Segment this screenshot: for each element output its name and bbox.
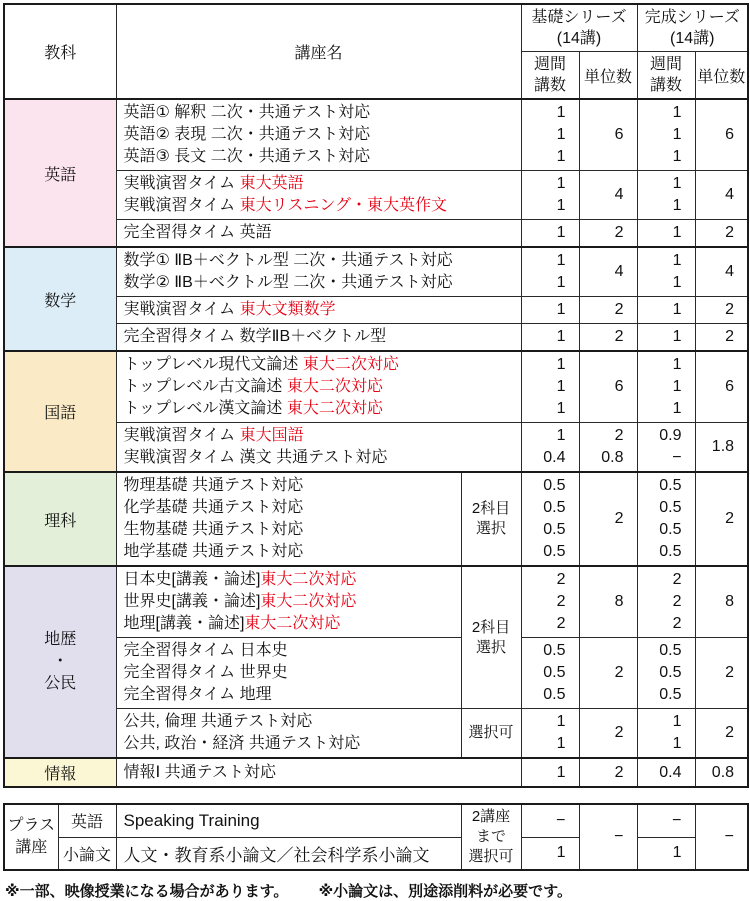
kiso-weekly-cell [521, 638, 579, 709]
subject-cell-kokugo: 国語 [4, 351, 116, 472]
value: 0.5 [543, 664, 566, 681]
value: 1 [672, 400, 682, 417]
course-cell [116, 566, 461, 638]
value: 0.5 [543, 642, 566, 659]
row-plus-speaking [4, 804, 748, 837]
kiso-weekly-cell [521, 709, 579, 759]
course-name: 物理基礎 共通テスト対応 [123, 477, 304, 494]
subject-label: 地歴 [44, 631, 77, 648]
course-cell [116, 220, 521, 248]
value: 1 [672, 713, 682, 730]
value: 1 [556, 844, 566, 862]
value: 2 [672, 571, 682, 588]
kiso-weekly-cell [521, 324, 579, 352]
value: 6 [614, 126, 624, 143]
value: 1 [556, 400, 566, 417]
value: 1 [556, 328, 566, 345]
value: 2 [672, 615, 682, 632]
row-chireki-main [4, 566, 748, 638]
row-plus-shouronbun [4, 837, 748, 870]
kansei-weekly-cell [637, 324, 695, 352]
course-name: 公共, 政治・経済 共通テスト対応 [123, 735, 361, 752]
value: − [556, 811, 566, 829]
kiso-units-cell [579, 709, 637, 759]
subject-label: 公民 [44, 675, 77, 692]
course-name: 人文・教育系小論文／社会科学系小論文 [123, 845, 430, 865]
header-row-1 [4, 4, 748, 52]
value: 1 [672, 224, 682, 241]
plus-subject-cell: 小論文 [58, 837, 116, 870]
course-name: 完全習得タイム 数学ⅡB＋ベクトル型 [123, 328, 387, 345]
value: 1 [556, 427, 566, 444]
selection-note: 2講座 [471, 808, 511, 825]
kiso-units-cell [579, 324, 637, 352]
course-name: 英語② 表現 二次・共通テスト対応 [123, 126, 371, 143]
selection-note-cell [461, 709, 521, 759]
course-cell [116, 837, 461, 870]
value: 2 [725, 510, 735, 527]
kansei-units-cell [695, 638, 748, 709]
row-kokugo-jissen [4, 423, 748, 473]
plus-course-table [3, 803, 749, 871]
kansei-units-cell [695, 247, 748, 297]
row-rika-main [4, 472, 748, 566]
value: 1 [556, 224, 566, 241]
course-name: 完全習得タイム 地理 [123, 686, 272, 703]
kansei-weekly-cell [637, 472, 695, 566]
value: 1 [556, 763, 566, 781]
kiso-units-cell [579, 566, 637, 638]
course-highlight: 東大二次対応 [286, 378, 383, 395]
kansei-weekly-cell [637, 247, 695, 297]
value: 1 [556, 252, 566, 269]
row-jouhou-main [4, 758, 748, 787]
course-name: 実戦演習タイム 漢文 共通テスト対応 [123, 449, 388, 466]
kiso-weekly-cell [521, 297, 579, 324]
row-suugaku-kanzen [4, 324, 748, 352]
kiso-units-cell [579, 423, 637, 473]
kansei-weekly-cell [637, 351, 695, 423]
footnote-1: ※一部、映像授業になる場合があります。 [5, 883, 289, 900]
course-cell [116, 171, 521, 220]
value: 2 [672, 593, 682, 610]
value: 0.5 [659, 642, 682, 659]
course-highlight: 東大英語 [239, 175, 304, 192]
course-highlight: 東大二次対応 [260, 593, 357, 610]
header-kansei-units: 単位数 [695, 52, 748, 100]
value: 0.8 [711, 763, 735, 781]
subject-cell-jouhou: 情報 [4, 758, 116, 787]
course-name: 地学基礎 共通テスト対応 [123, 543, 304, 560]
value: 2 [725, 224, 735, 241]
value: 8 [725, 593, 735, 610]
kiso-units-cell [579, 351, 637, 423]
kansei-units-cell [695, 423, 748, 473]
value: 0.4 [659, 763, 682, 781]
value: 1 [556, 148, 566, 165]
subject-cell-suugaku: 数学 [4, 247, 116, 351]
value: 1 [672, 148, 682, 165]
kansei-units-cell [695, 171, 748, 220]
value: 1 [672, 197, 682, 214]
row-chireki-koukyou [4, 709, 748, 759]
subject-cell-eigo: 英語 [4, 99, 116, 247]
course-name: 完全習得タイム 英語 [123, 224, 272, 241]
value: 1 [556, 735, 566, 752]
course-name: 完全習得タイム 世界史 [123, 664, 288, 681]
subject-cell-rika: 理科 [4, 472, 116, 566]
kansei-weekly-cell [637, 220, 695, 248]
course-name: 実戦演習タイム [123, 301, 240, 318]
course-highlight: 東大文類数学 [239, 301, 336, 318]
course-name: 実戦演習タイム [123, 175, 240, 192]
kansei-units-cell [695, 566, 748, 638]
value: 2 [614, 724, 624, 741]
row-eigo-jissen [4, 171, 748, 220]
selection-note: 選択 [476, 520, 507, 537]
value: 2 [725, 328, 735, 345]
value: 1 [556, 713, 566, 730]
value: 0.5 [659, 521, 682, 538]
course-cell [116, 247, 521, 297]
kiso-weekly-cell [521, 566, 579, 638]
value: 0.5 [659, 499, 682, 516]
selection-note: 選択可 [468, 724, 514, 741]
header-course: 講座名 [116, 4, 521, 99]
weekly-label: 講数 [534, 77, 567, 94]
course-cell [116, 351, 521, 423]
value: 1 [672, 175, 682, 192]
value: 2 [614, 301, 624, 318]
selection-note-cell [461, 566, 521, 709]
plus-label: 講座 [15, 839, 48, 856]
kiso-weekly-cell [521, 247, 579, 297]
kansei-weekly-cell [637, 837, 695, 870]
kiso-units-cell [579, 247, 637, 297]
course-name: Speaking Training [123, 810, 260, 830]
row-suugaku-main [4, 247, 748, 297]
value: 0.5 [543, 543, 566, 560]
plus-subject-cell: 英語 [58, 804, 116, 837]
course-name: 生物基礎 共通テスト対応 [123, 521, 304, 538]
weekly-label: 講数 [650, 77, 683, 94]
value: 1 [672, 104, 682, 121]
value: 1 [556, 175, 566, 192]
selection-note: 2科目 [471, 618, 511, 636]
course-cell [116, 758, 521, 787]
selection-note-cell [461, 804, 521, 870]
value: 0.5 [659, 686, 682, 703]
kansei-weekly-cell [637, 638, 695, 709]
row-eigo-main [4, 99, 748, 171]
kansei-weekly-cell [637, 566, 695, 638]
subject-cell-chireki [4, 566, 116, 758]
value: 0.5 [659, 477, 682, 494]
kiso-units-cell [579, 171, 637, 220]
kiso-units-cell [579, 297, 637, 324]
value: 1 [672, 274, 682, 291]
value: 4 [725, 186, 735, 203]
value: 1 [556, 197, 566, 214]
kansei-series-title: 完成シリーズ [644, 9, 740, 26]
value: 1.8 [711, 438, 735, 455]
selection-note: 選択可 [468, 848, 514, 865]
kiso-units-cell [579, 804, 637, 870]
kansei-weekly-cell [637, 297, 695, 324]
value: 0.5 [543, 686, 566, 703]
header-kansei-series [637, 4, 748, 52]
kansei-units-cell [695, 220, 748, 248]
kiso-units-cell [579, 638, 637, 709]
course-highlight: 東大二次対応 [244, 615, 341, 632]
kiso-units-cell [579, 99, 637, 171]
kiso-weekly-cell [521, 423, 579, 473]
plus-label-cell [4, 804, 58, 870]
kansei-units-cell [695, 472, 748, 566]
course-cell [116, 804, 461, 837]
course-cell [116, 423, 521, 473]
value: 4 [614, 186, 624, 203]
course-name: 日本史[講義・論述] [123, 571, 261, 588]
course-highlight: 東大二次対応 [260, 571, 357, 588]
kansei-weekly-cell [637, 709, 695, 759]
kansei-series-sub: (14講) [670, 30, 715, 47]
value: 1 [672, 735, 682, 752]
value: 1 [672, 301, 682, 318]
kiso-weekly-cell [521, 472, 579, 566]
value: 1 [556, 274, 566, 291]
kiso-series-sub: (14講) [556, 30, 602, 47]
value: 0.5 [659, 664, 682, 681]
course-name: 英語③ 長文 二次・共通テスト対応 [123, 148, 371, 165]
kiso-units-cell [579, 472, 637, 566]
header-subject: 教科 [4, 4, 116, 99]
subject-label: ・ [52, 653, 69, 670]
course-cell [116, 99, 521, 171]
weekly-label: 週間 [534, 56, 567, 73]
kansei-units-cell [695, 297, 748, 324]
course-name: 完全習得タイム 日本史 [123, 642, 288, 659]
value: 2 [556, 593, 566, 610]
kansei-weekly-cell [637, 423, 695, 473]
value: 0.9 [659, 427, 682, 444]
value: 4 [725, 263, 735, 280]
selection-note: 選択 [476, 638, 507, 656]
value: 1 [672, 252, 682, 269]
course-highlight: 東大二次対応 [302, 356, 399, 373]
value: − [724, 828, 734, 845]
header-kiso-weekly [521, 52, 579, 100]
value: − [672, 449, 682, 466]
footnote-2: ※小論文は、別途添削料が必要です。 [318, 883, 572, 900]
kiso-weekly-cell [521, 804, 579, 837]
kiso-series-title: 基礎シリーズ [531, 9, 627, 26]
course-name: トップレベル漢文論述 [123, 400, 287, 417]
selection-note: 2科目 [471, 500, 511, 517]
course-cell [116, 297, 521, 324]
header-kiso-series [521, 4, 637, 52]
value: 2 [725, 664, 735, 681]
header-kiso-units: 単位数 [579, 52, 637, 100]
value: 4 [614, 263, 624, 280]
selection-note: まで [475, 828, 506, 845]
selection-note-cell [461, 472, 521, 566]
value: 1 [672, 126, 682, 143]
course-highlight: 東大リスニング・東大英作文 [239, 197, 448, 214]
kansei-units-cell [695, 351, 748, 423]
course-name: 情報Ⅰ 共通テスト対応 [123, 763, 277, 781]
value: 2 [614, 510, 624, 527]
kansei-units-cell [695, 709, 748, 759]
course-highlight: 東大国語 [239, 427, 304, 444]
value: 0.4 [543, 449, 566, 466]
course-cell [116, 709, 461, 759]
kiso-weekly-cell [521, 837, 579, 870]
value: 0.8 [601, 449, 624, 466]
value: 2 [725, 301, 735, 318]
value: 2 [614, 328, 624, 345]
kansei-weekly-cell [637, 171, 695, 220]
value: 1 [672, 328, 682, 345]
kansei-units-cell [695, 324, 748, 352]
course-table [3, 3, 749, 788]
value: 2 [614, 763, 624, 781]
value: 1 [556, 104, 566, 121]
course-name: 英語① 解釈 二次・共通テスト対応 [123, 104, 371, 121]
value: − [672, 811, 682, 829]
value: 1 [556, 378, 566, 395]
kiso-weekly-cell [521, 99, 579, 171]
value: 6 [614, 378, 624, 395]
value: 1 [672, 844, 682, 862]
kansei-units-cell [695, 804, 748, 870]
value: 2 [725, 724, 735, 741]
value: 2 [556, 615, 566, 632]
kiso-weekly-cell [521, 758, 579, 787]
row-kokugo-main [4, 351, 748, 423]
value: 1 [672, 356, 682, 373]
course-name: トップレベル現代文論述 [123, 356, 303, 373]
value: − [614, 828, 624, 845]
kiso-weekly-cell [521, 351, 579, 423]
row-chireki-kanzen [4, 638, 748, 709]
value: 2 [614, 224, 624, 241]
row-eigo-kanzen [4, 220, 748, 248]
value: 1 [556, 301, 566, 318]
value: 8 [614, 593, 624, 610]
kiso-weekly-cell [521, 220, 579, 248]
course-name: 数学① ⅡB＋ベクトル型 二次・共通テスト対応 [123, 252, 453, 269]
value: 1 [556, 126, 566, 143]
course-cell [116, 472, 461, 566]
value: 6 [725, 378, 735, 395]
kansei-units-cell [695, 758, 748, 787]
course-cell [116, 638, 461, 709]
course-name: 公共, 倫理 共通テスト対応 [123, 713, 313, 730]
value: 0.5 [543, 477, 566, 494]
kiso-weekly-cell [521, 171, 579, 220]
value: 6 [725, 126, 735, 143]
value: 0.5 [543, 521, 566, 538]
course-name: 世界史[講義・論述] [123, 593, 261, 610]
header-kansei-weekly [637, 52, 695, 100]
plus-label: プラス [7, 817, 56, 834]
course-name: 化学基礎 共通テスト対応 [123, 499, 304, 516]
value: 0.5 [543, 499, 566, 516]
kansei-weekly-cell [637, 99, 695, 171]
weekly-label: 週間 [650, 56, 683, 73]
course-highlight: 東大二次対応 [286, 400, 383, 417]
value: 1 [556, 356, 566, 373]
value: 1 [672, 378, 682, 395]
course-name: トップレベル古文論述 [123, 378, 287, 395]
kiso-units-cell [579, 758, 637, 787]
kansei-weekly-cell [637, 758, 695, 787]
course-cell [116, 324, 521, 352]
row-suugaku-jissen [4, 297, 748, 324]
course-name: 実戦演習タイム [123, 427, 240, 444]
value: 0.5 [659, 543, 682, 560]
kansei-units-cell [695, 99, 748, 171]
course-name: 地理[講義・論述] [123, 615, 245, 632]
value: 2 [556, 571, 566, 588]
course-name: 実戦演習タイム [123, 197, 240, 214]
course-name: 数学② ⅡB＋ベクトル型 二次・共通テスト対応 [123, 274, 453, 291]
footnotes [5, 880, 750, 901]
kansei-weekly-cell [637, 804, 695, 837]
value: 2 [614, 427, 624, 444]
value: 2 [614, 664, 624, 681]
kiso-units-cell [579, 220, 637, 248]
